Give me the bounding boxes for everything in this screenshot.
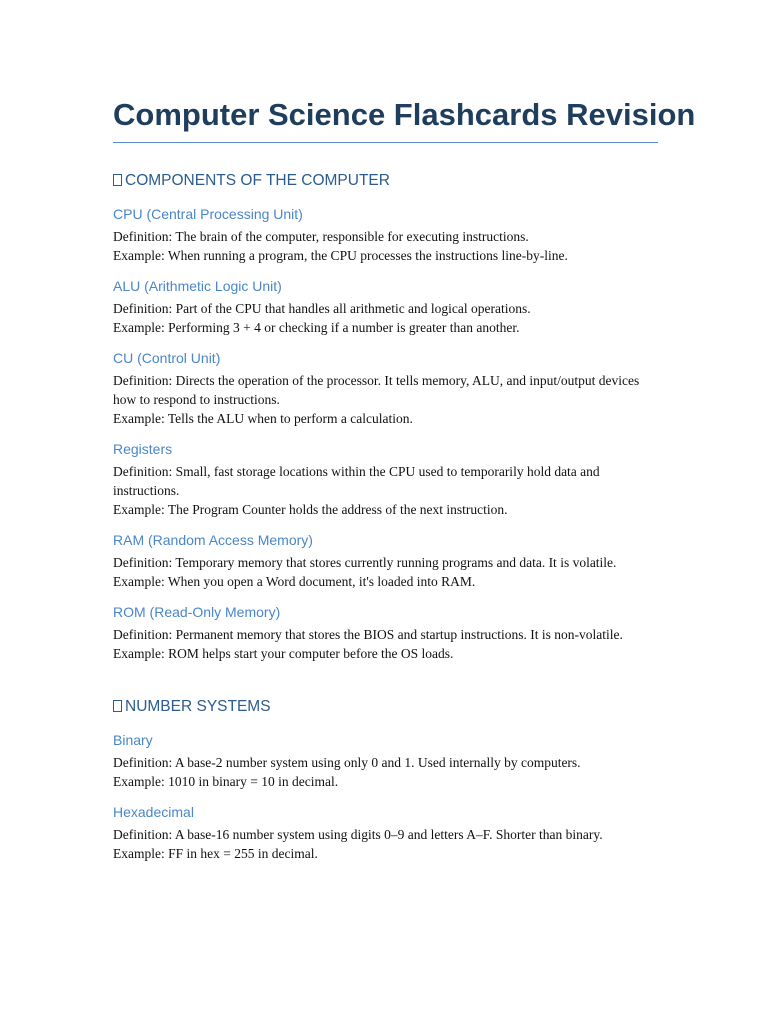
flashcard-cpu	[113, 205, 658, 265]
flashcard-term: RAM (Random Access Memory)	[113, 532, 313, 548]
flashcard-term: CU (Control Unit)	[113, 350, 221, 366]
flashcard-term: Hexadecimal	[113, 804, 194, 820]
flashcard-example: Example: When running a program, the CPU processes the instructions line-by-line.	[113, 248, 568, 263]
flashcard-definition: Definition: A base-16 number system using digits 0–9 and letters A–F. Shorter than binary.	[113, 827, 603, 842]
flashcard-hexadecimal	[113, 803, 658, 863]
flashcard-registers	[113, 440, 658, 519]
flashcard-binary	[113, 731, 658, 791]
section-number-systems	[113, 697, 658, 863]
flashcard-example: Example: The Program Counter holds the address of the next instruction.	[113, 502, 508, 517]
section-heading-text: COMPONENTS OF THE COMPUTER	[125, 172, 390, 189]
section-heading	[113, 697, 658, 717]
flashcard-definition: Definition: Permanent memory that stores the BIOS and startup instructions. It is non-volatile.	[113, 627, 623, 642]
flashcard-example: Example: Performing 3 + 4 or checking if a number is greater than another.	[113, 320, 520, 335]
flashcard-ram	[113, 531, 658, 591]
flashcard-definition: Definition: Part of the CPU that handles all arithmetic and logical operations.	[113, 301, 531, 316]
flashcard-term: ALU (Arithmetic Logic Unit)	[113, 278, 282, 294]
section-heading-text: NUMBER SYSTEMS	[125, 698, 271, 715]
flashcard-term: Binary	[113, 732, 153, 748]
flashcard-term: ROM (Read-Only Memory)	[113, 604, 281, 620]
section-heading	[113, 171, 658, 191]
page-title: Computer Science Flashcards Revision	[113, 96, 658, 143]
unknown-glyph-icon	[113, 700, 122, 712]
section-components	[113, 171, 658, 663]
flashcard-definition: Definition: A base-2 number system using only 0 and 1. Used internally by computers.	[113, 755, 581, 770]
flashcard-example: Example: ROM helps start your computer before the OS loads.	[113, 646, 454, 661]
flashcard-example: Example: When you open a Word document, it's loaded into RAM.	[113, 574, 476, 589]
flashcard-definition: Definition: Temporary memory that stores currently running programs and data. It is volatile.	[113, 555, 617, 570]
flashcard-definition: Definition: Small, fast storage locations within the CPU used to temporarily hold data and instructions.	[113, 464, 600, 498]
flashcard-alu	[113, 277, 658, 337]
flashcard-term: CPU (Central Processing Unit)	[113, 206, 303, 222]
flashcard-cu	[113, 349, 658, 428]
flashcard-example: Example: FF in hex = 255 in decimal.	[113, 846, 318, 861]
flashcard-definition: Definition: Directs the operation of the processor. It tells memory, ALU, and input/output devices how to respond to instructions.	[113, 373, 640, 407]
flashcard-rom	[113, 603, 658, 663]
flashcard-definition: Definition: The brain of the computer, responsible for executing instructions.	[113, 229, 529, 244]
flashcard-example: Example: Tells the ALU when to perform a calculation.	[113, 411, 413, 426]
unknown-glyph-icon	[113, 174, 122, 186]
flashcard-example: Example: 1010 in binary = 10 in decimal.	[113, 774, 339, 789]
flashcard-term: Registers	[113, 441, 173, 457]
